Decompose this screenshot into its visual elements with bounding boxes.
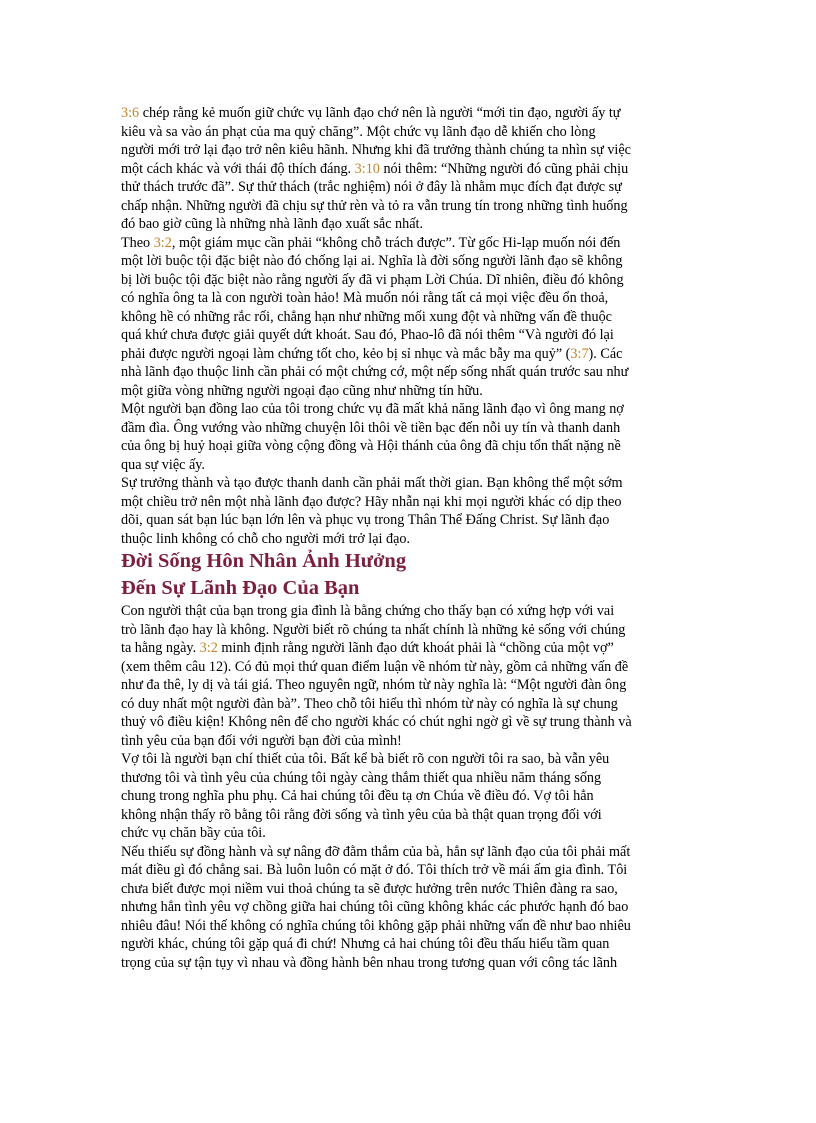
text-line: đầm đìa. Ông vướng vào những chuyện lôi thôi về tiền bạc đến nỗi uy tín và thanh danh (121, 419, 621, 436)
text-line: người khác, chúng tôi gặp quá đi chứ! Nhưng cả hai chúng tôi đều thấu hiểu tầm quan (121, 936, 610, 952)
verse-reference[interactable]: 3:6 (121, 105, 140, 121)
text-line: người mới trở lại đạo trở nên kiêu hãnh. Nhưng khi đã trưởng thành chúng ta nhìn sự việc (121, 142, 631, 158)
text-line: có nghĩa ông ta là con người toàn hảo! Mà muốn nói rằng tất cả mọi việc đều ổn thoả, (121, 290, 609, 306)
section-heading-line-2: Đến Sự Lãnh Đạo Của Bạn (121, 577, 360, 599)
text-line: phải được người ngoại làm chứng tốt cho, kẻo bị sỉ nhục và mắc bẫy ma quỷ” (3:7). Các (121, 345, 623, 362)
text-line: một cách khác và với thái độ thích đáng. 3:10 nói thêm: “Những người đó cũng phải chịu (121, 160, 629, 177)
paragraph-5 (121, 602, 699, 750)
text-line: thử thách trước đã”. Sự thử thách (trắc nghiệm) nói ở đây là nhằm mục đích đạt được sự (121, 179, 622, 195)
text-line: bị lời buộc tội đặc biệt nào rằng người ấy đã vi phạm Lời Chúa. Dĩ nhiên, điều đó không (121, 271, 624, 288)
text-line: trò lãnh đạo hay là không. Người biết rõ chúng ta nhất chính là những kẻ sống với chúng (121, 621, 626, 638)
text-line: 3:6 chép rằng kẻ muốn giữ chức vụ lãnh đạo chớ nên là người “mới tin đạo, người ấy tự (121, 105, 621, 121)
text-line: một giữa vòng những người ngoại đạo cũng như những tín hữu. (121, 382, 483, 399)
text-line: dõi, quan sát bạn lúc bạn lớn lên và phục vụ trong Thân Thể Đấng Christ. Sự lãnh đạo (121, 512, 610, 528)
text-line: chức vụ chăn bầy của tôi. (121, 825, 266, 841)
text-line: có duy nhất một người đàn bà”. Theo chỗ tôi hiểu thì nhóm từ này có nghĩa là sự chung (121, 695, 618, 712)
paragraph-7 (121, 843, 699, 973)
text-line: kiêu và sa vào án phạt của ma quỷ chăng”. Một chức vụ lãnh đạo dễ khiến cho lòng (121, 123, 596, 140)
text-line: trọng của sự tận tụy vì nhau và đồng hành bên nhau trong tương quan với công tác lãnh (121, 954, 618, 971)
text-line: Một người bạn đồng lao của tôi trong chức vụ đã mất khả năng lãnh đạo vì ông mang nợ (121, 401, 624, 417)
text-line: nhà lãnh đạo thuộc linh cần phải có một chứng cớ, một nếp sống nhất quán trước sau như (121, 364, 629, 380)
paragraph-6 (121, 750, 699, 843)
text-line: Nếu thiếu sự đồng hành và sự nâng đỡ đằm thắm của bà, hẳn sự lãnh đạo của tôi phải mất (121, 843, 631, 860)
text-line: không hề có những rắc rối, chẳng hạn như những mối xung đột và những vấn đề thuộc (121, 308, 612, 325)
section-heading (121, 548, 699, 602)
verse-reference[interactable]: 3:2 (153, 234, 172, 251)
text-line: một lời buộc tội đặc biệt nào đó chống lại ai. Nghĩa là đời sống người lãnh đạo sẽ không (121, 253, 623, 269)
text-line: nhiêu đâu! Nói thế không có nghĩa chúng tôi không gặp phải những vấn đề như bao nhiêu (121, 917, 631, 934)
text-line: Con người thật của bạn trong gia đình là bằng chứng cho thấy bạn có xứng hợp với vai (121, 603, 615, 619)
text-line: thuỷ vô điều kiện! Không nên để cho người khác có chút nghi ngờ gì về sự trung thành và (121, 714, 632, 730)
verse-reference[interactable]: 3:2 (199, 640, 218, 656)
text-line: chung trong nghĩa phu phụ. Cả hai chúng tôi đều tạ ơn Chúa về điều đó. Vợ tôi hẳn (121, 788, 594, 804)
text-line: ta hằng ngày. 3:2 minh định rằng người lãnh đạo dứt khoát phải là “chồng của một vợ” (121, 640, 614, 656)
text-line: Sự trưởng thành và tạo được thanh danh cần phải mất thời gian. Bạn không thể một sớm (121, 475, 623, 491)
text-line: Theo 3:2, một giám mục cần phải “không chỗ trách được”. Từ gốc Hi-lạp muốn nói đến (121, 234, 621, 251)
text-line: nhưng hẳn tình yêu vợ chồng giữa hai chúng tôi cũng không khác các phước hạnh đó bao (121, 899, 629, 915)
section-heading-line-1: Đời Sống Hôn Nhân Ảnh Hưởng (121, 550, 407, 572)
document-page (121, 104, 699, 972)
text-line: như đa thê, ly dị và tái giá. Theo nguyên ngữ, nhóm từ này nghĩa là: “Một người đàn ông (121, 677, 627, 693)
text-line: chấp nhận. Những người đã chịu sự thử rèn và tỏ ra vẫn trung tín trong những tình huống (121, 197, 628, 214)
verse-reference[interactable]: 3:10 (354, 160, 380, 177)
text-line: thương tôi và tình yêu của chúng tôi ngày càng thắm thiết qua nhiều năm tháng sống (121, 769, 602, 786)
verse-reference[interactable]: 3:7 (570, 345, 589, 362)
paragraph-1 (121, 104, 699, 234)
text-line: mát điều gì đó chẳng sai. Bà luôn luôn có mặt ở đó. Tôi thích trở về mái ấm gia đình. Tôi (121, 862, 628, 878)
text-line: quá khứ chưa được giải quyết dứt khoát. Sau đó, Phao-lô đã nói thêm “Và người đó lại (121, 327, 614, 343)
paragraph-3 (121, 400, 699, 474)
text-line: chưa biết được mọi niềm vui thoả chúng ta sẽ được hưởng trên nước Thiên đàng ra sao, (121, 880, 618, 897)
paragraph-4 (121, 474, 699, 548)
text-line: của ông bị huỷ hoại giữa vòng cộng đồng và Hội thánh của ông đã chịu tổn thất nặng nề (121, 438, 621, 454)
text-line: Vợ tôi là người bạn chí thiết của tôi. Bất kể bà biết rõ con người tôi ra sao, bà vẫn yêu (121, 751, 610, 767)
text-line: một chiều trở nên một nhà lãnh đạo được? Hãy nhẫn nại khi mọi người khác có dịp theo (121, 493, 622, 510)
text-line: không nhận thấy rõ bằng tôi rằng đời sống và tình yêu của bà thật quan trọng đối với (121, 806, 602, 823)
text-line: đó bao giờ cũng là những nhà lãnh đạo xuất sắc nhất. (121, 216, 424, 232)
paragraph-2 (121, 234, 699, 401)
text-line: qua sự việc ấy. (121, 456, 205, 473)
text-line: thuộc linh không có chỗ cho người mới trở lại đạo. (121, 530, 411, 547)
text-line: (xem thêm câu 12). Có đủ mọi thứ quan điểm luận về nhóm từ này, gồm cả những vấn đề (121, 658, 629, 675)
text-line: tình yêu của bạn đối với người bạn đời của mình! (121, 732, 402, 749)
